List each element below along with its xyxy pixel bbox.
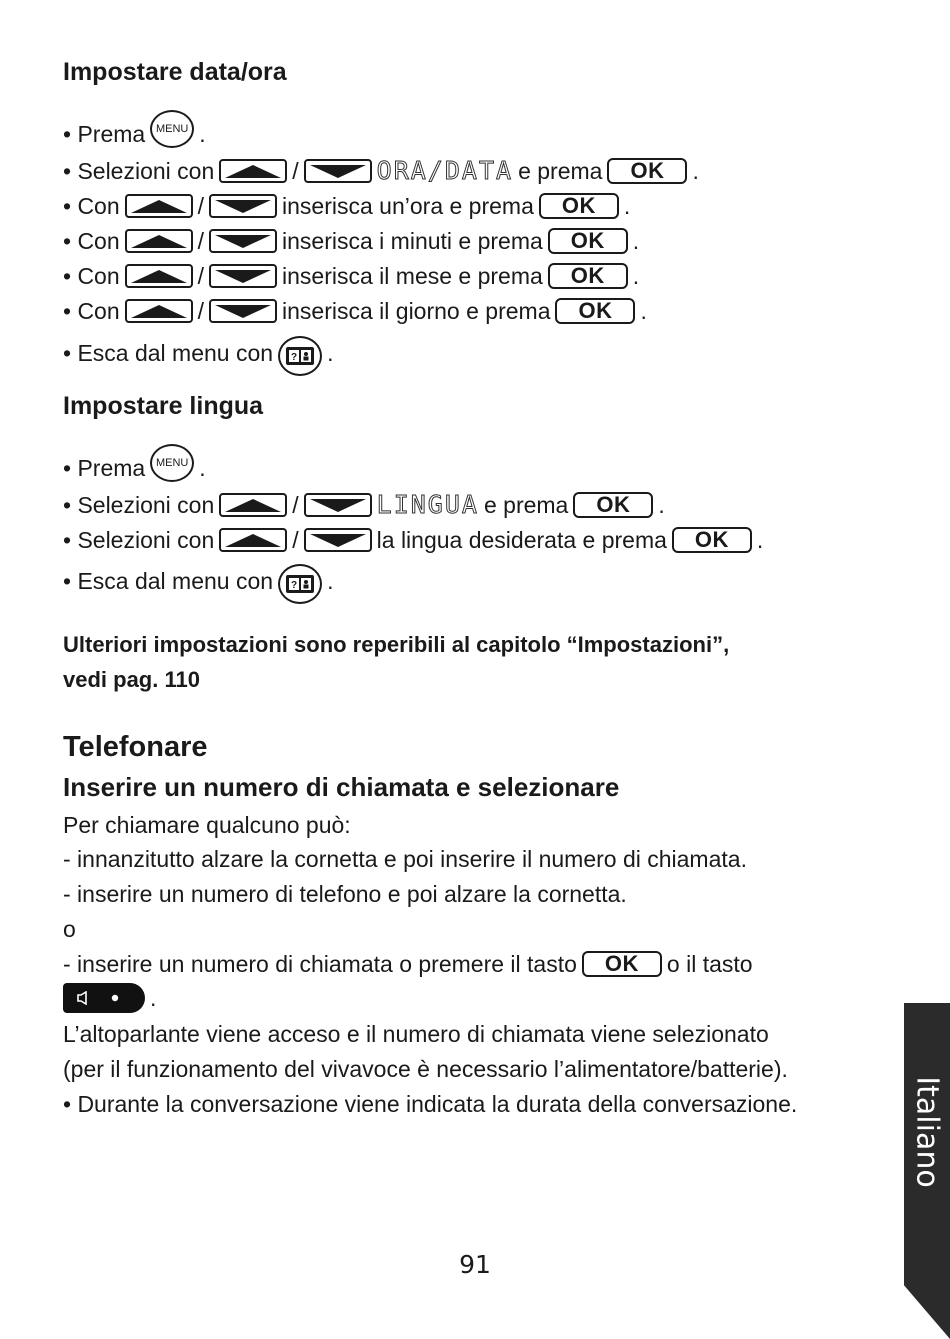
body-line — [63, 948, 753, 980]
ok-key-icon: OK — [573, 492, 653, 518]
step-text: inserisca un’ora e prema — [282, 193, 534, 219]
phonebook-icon — [278, 336, 322, 376]
lcd-display-text: LINGUA — [376, 490, 479, 519]
separator: / — [197, 298, 205, 324]
step-text: la lingua desiderata e prema — [376, 527, 667, 553]
separator: / — [292, 527, 299, 553]
page-number: 91 — [459, 1250, 491, 1279]
body-line — [63, 982, 156, 1014]
step-text: • Esca dal menu con — [63, 340, 274, 366]
step-line — [63, 260, 639, 292]
arrow-down-icon — [209, 229, 277, 253]
lcd-display-text: ORA/DATA — [376, 156, 514, 185]
menu-key-icon — [150, 110, 194, 148]
arrow-down-icon — [209, 194, 277, 218]
step-text: . — [623, 193, 631, 219]
arrow-up-icon — [125, 264, 193, 288]
step-text: inserisca i minuti e prema — [282, 228, 543, 254]
arrow-up-icon — [125, 194, 193, 218]
arrow-down-icon — [304, 493, 372, 517]
step-text: e prema — [518, 158, 603, 184]
body-text: - inserire un numero di chiamata o premere il tasto — [63, 951, 577, 977]
step-line — [63, 489, 665, 521]
separator: / — [292, 492, 299, 518]
section-title: Telefonare — [63, 731, 208, 763]
ok-key-icon: OK — [548, 228, 628, 254]
ok-key-icon: OK — [607, 158, 687, 184]
step-line — [63, 155, 699, 187]
arrow-up-icon — [219, 159, 287, 183]
phonebook-icon — [278, 564, 322, 604]
step-text: . — [756, 527, 764, 553]
step-text: . — [199, 121, 206, 147]
note-line: vedi pag. 110 — [63, 667, 200, 692]
step-text: • Selezioni con — [63, 527, 215, 553]
step-text: . — [632, 263, 640, 289]
step-text: inserisca il mese e prema — [282, 263, 543, 289]
body-text: • Durante la conversazione viene indicata la durata della conversazione. — [63, 1091, 798, 1117]
step-text: . — [640, 298, 647, 324]
svg-text:?: ? — [291, 580, 298, 591]
svg-text:?: ? — [291, 352, 298, 363]
step-line — [63, 558, 333, 604]
step-text: • Prema — [63, 121, 146, 147]
heading-set-date-time: Impostare data/ora — [63, 58, 287, 86]
body-text: o — [63, 916, 76, 942]
arrow-down-icon — [209, 299, 277, 323]
step-line — [63, 452, 206, 484]
step-text: . — [327, 340, 334, 366]
arrow-down-icon — [304, 159, 372, 183]
language-side-tab-label: Italiano — [909, 1076, 945, 1188]
step-text: e prema — [483, 492, 569, 518]
step-text: • Selezioni con — [63, 158, 215, 184]
menu-key-label: MENU — [155, 457, 189, 469]
ok-key-icon: OK — [548, 263, 628, 289]
section-subtitle: Inserire un numero di chiamata e selezionare — [63, 772, 620, 802]
step-line — [63, 190, 630, 222]
step-line — [63, 330, 333, 376]
heading-set-language: Impostare lingua — [63, 392, 264, 420]
speaker-icon — [63, 983, 145, 1013]
step-line — [63, 118, 206, 150]
ok-key-icon: OK — [672, 527, 752, 553]
ok-key-icon: OK — [539, 193, 619, 219]
step-text: • Con — [63, 263, 120, 289]
step-text: • Selezioni con — [63, 492, 215, 518]
arrow-down-icon — [304, 528, 372, 552]
step-text: • Esca dal menu con — [63, 568, 274, 594]
arrow-up-icon — [219, 528, 287, 552]
body-text: . — [150, 985, 157, 1011]
body-text: - inserire un numero di telefono e poi alzare la cornetta. — [63, 881, 627, 907]
body-text: L’altoparlante viene acceso e il numero di chiamata viene selezionato — [63, 1021, 769, 1047]
arrow-down-icon — [209, 264, 277, 288]
step-text: . — [658, 492, 665, 518]
step-text: . — [692, 158, 699, 184]
step-text: . — [327, 568, 334, 594]
separator: / — [197, 263, 205, 289]
separator: / — [197, 193, 205, 219]
body-text: Per chiamare qualcuno può: — [63, 812, 351, 838]
step-line — [63, 524, 763, 556]
step-text: . — [632, 228, 640, 254]
step-line — [63, 225, 639, 257]
separator: / — [197, 228, 205, 254]
step-text: • Con — [63, 298, 120, 324]
step-text: . — [199, 455, 206, 481]
ok-key-icon: OK — [555, 298, 635, 324]
step-text: • Con — [63, 193, 120, 219]
menu-key-icon — [150, 444, 194, 482]
body-text: o il tasto — [666, 951, 753, 977]
step-text: • Prema — [63, 455, 146, 481]
note-line: Ulteriori impostazioni sono reperibili al capitolo “Impostazioni”, — [63, 632, 730, 657]
body-text: - innanzitutto alzare la cornetta e poi inserire il numero di chiamata. — [63, 846, 747, 872]
arrow-up-icon — [125, 229, 193, 253]
arrow-up-icon — [125, 299, 193, 323]
ok-key-icon: OK — [582, 951, 662, 977]
menu-key-label: MENU — [155, 123, 189, 135]
separator: / — [292, 158, 299, 184]
arrow-up-icon — [219, 493, 287, 517]
step-line — [63, 295, 647, 327]
step-text: • Con — [63, 228, 120, 254]
step-text: inserisca il giorno e prema — [282, 298, 551, 324]
body-text: (per il funzionamento del vivavoce è necessario l’alimentatore/batterie). — [63, 1056, 788, 1082]
